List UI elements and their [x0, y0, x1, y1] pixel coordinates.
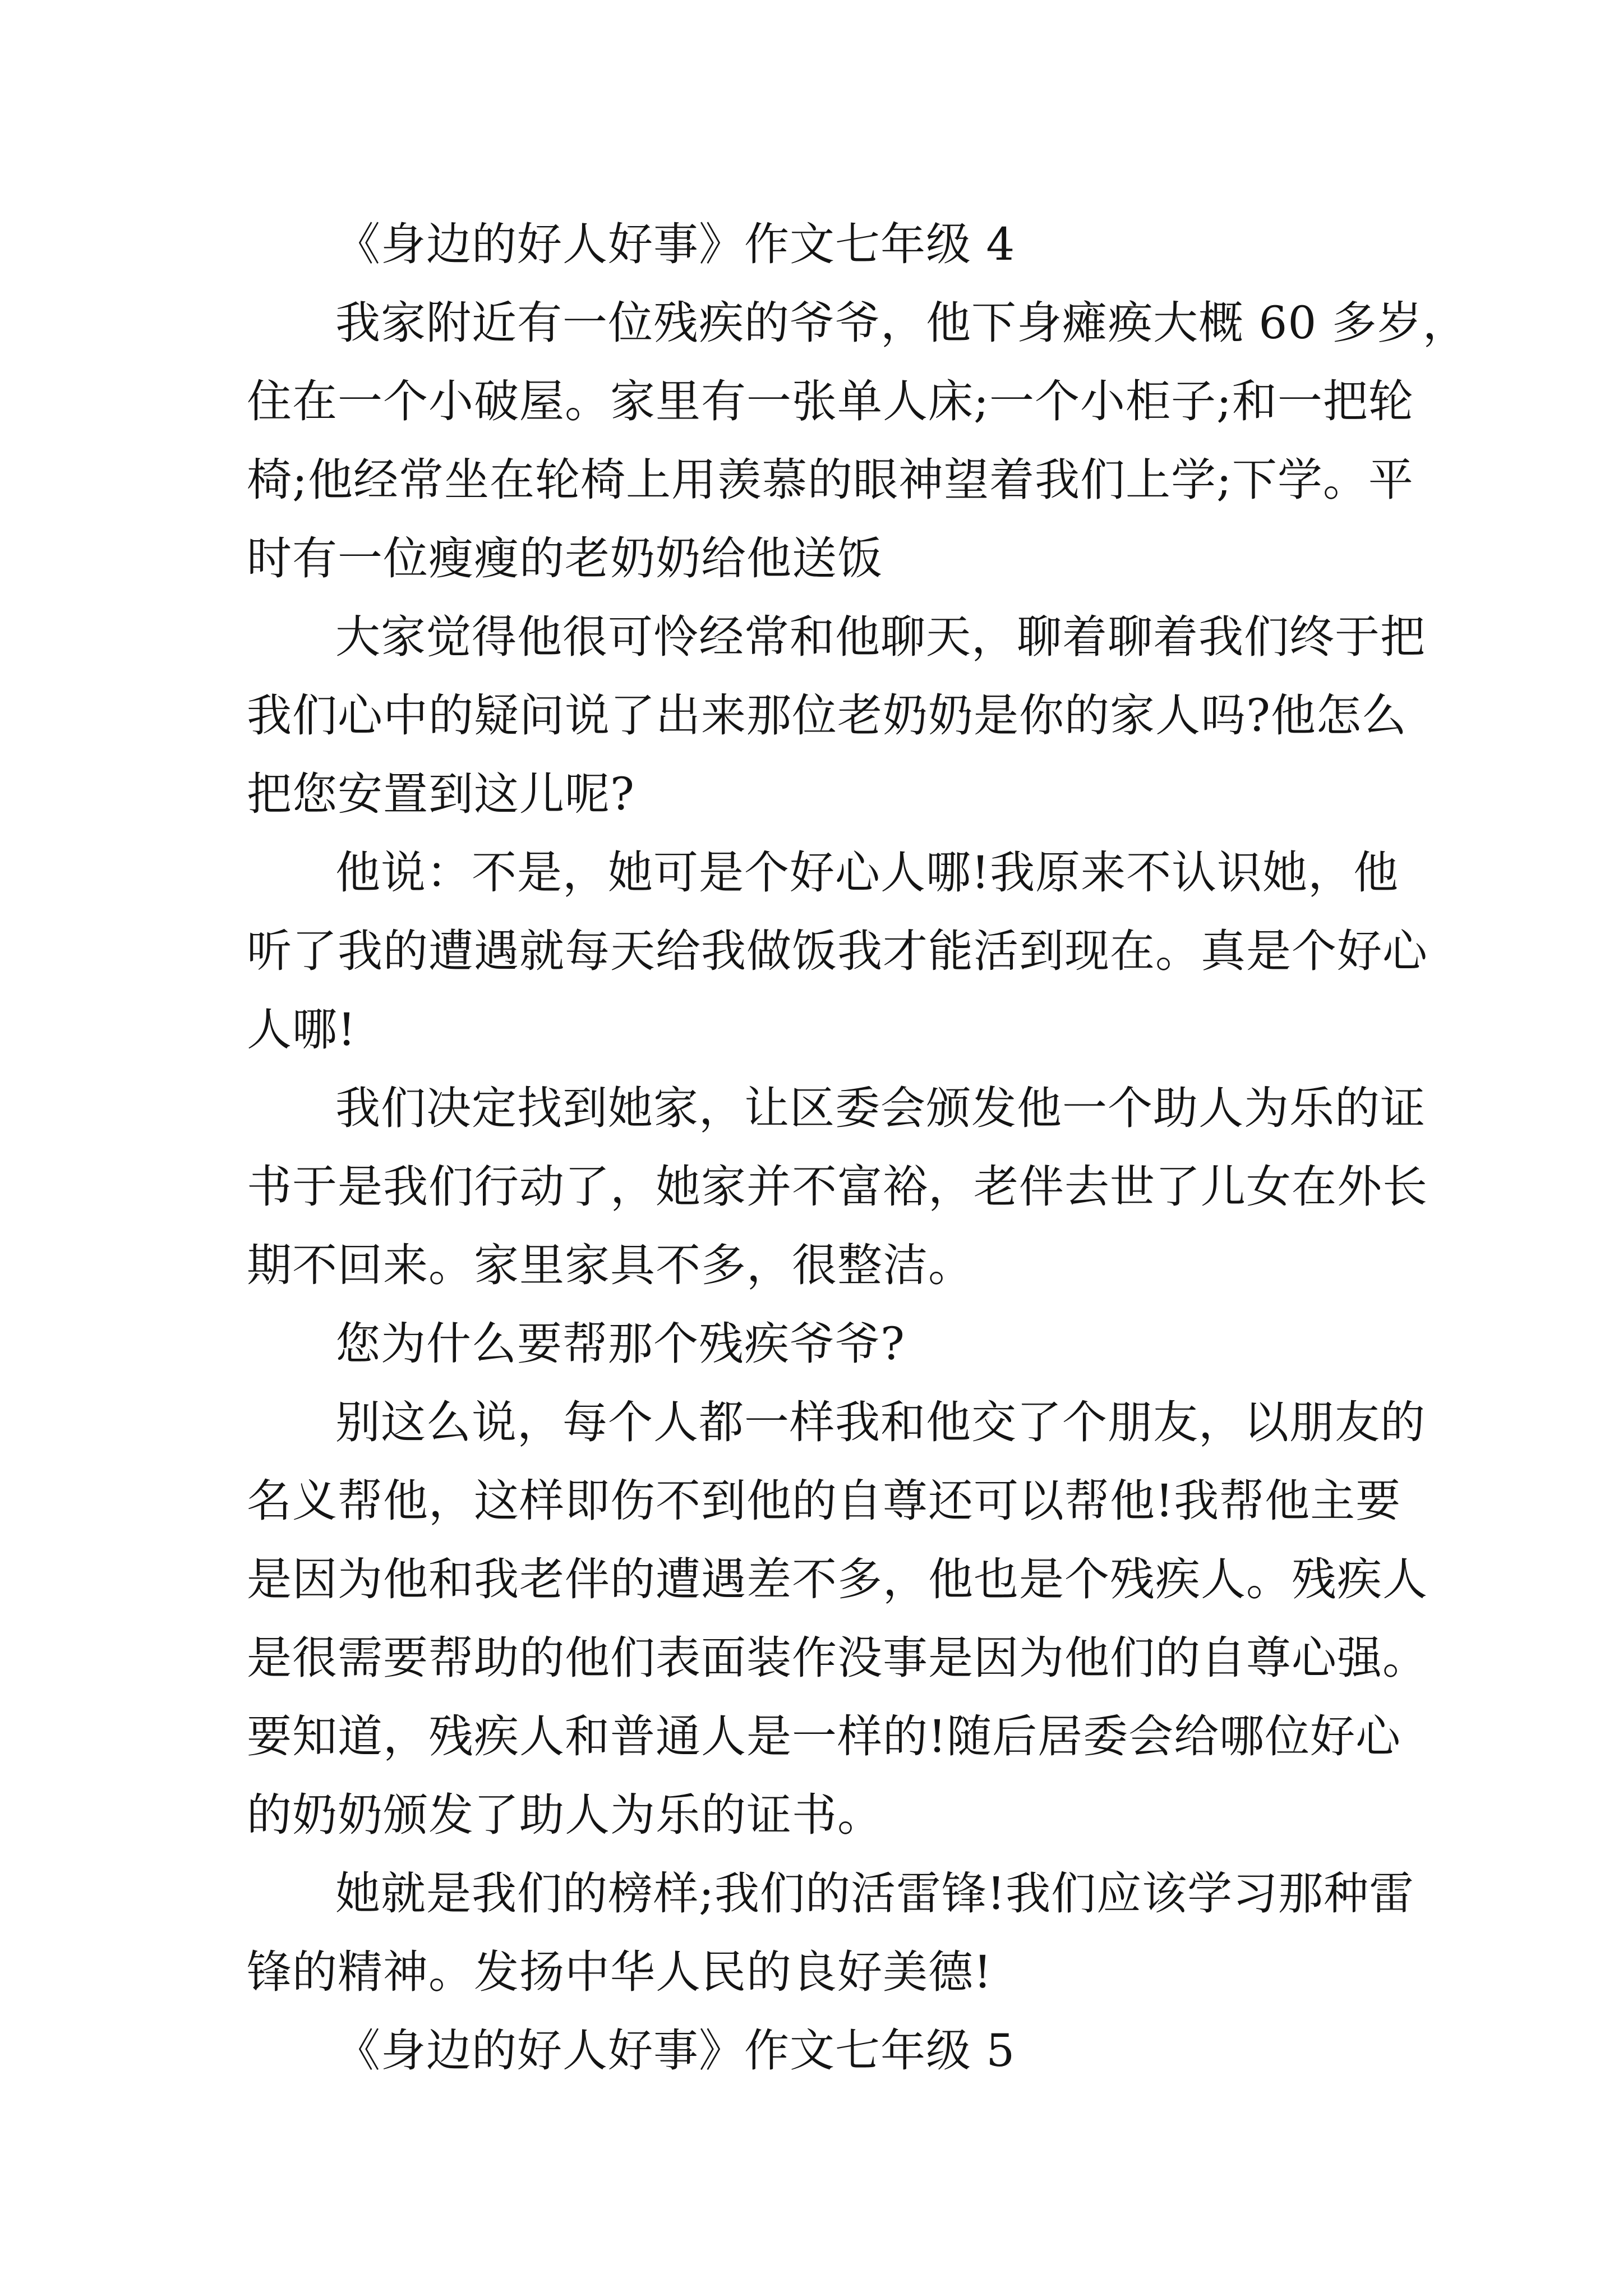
paragraph-2-line-3: 把您安置到这儿呢? [247, 768, 635, 820]
paragraph-6-line-5: 要知道，残疾人和普通人是一样的!随后居委会给哪位好心 [247, 1710, 1401, 1763]
paragraph-7-line-2: 锋的精神。发扬中华人民的良好美德! [247, 1946, 993, 1998]
paragraph-5-line-1: 您为什么要帮那个残疾爷爷? [335, 1318, 905, 1370]
paragraph-6-line-3: 是因为他和我老伴的遭遇差不多，他也是个残疾人。残疾人 [247, 1553, 1428, 1605]
paragraph-4-line-3: 期不回来。家里家具不多，很整洁。 [247, 1239, 974, 1291]
paragraph-3-line-3: 人哪! [247, 1004, 357, 1056]
paragraph-4-line-2: 书于是我们行动了，她家并不富裕，老伴去世了儿女在外长 [247, 1161, 1428, 1213]
heading-essay-4: 《身边的好人好事》作文七年级 4 [335, 218, 1016, 270]
paragraph-1-line-1: 我家附近有一位残疾的爷爷，他下身瘫痪大概 60 多岁， [335, 297, 1468, 349]
paragraph-6-line-4: 是很需要帮助的他们表面装作没事是因为他们的自尊心强。 [247, 1632, 1428, 1684]
paragraph-6-line-2: 名义帮他，这样即伤不到他的自尊还可以帮他!我帮他主要 [247, 1475, 1401, 1527]
paragraph-1-line-4: 时有一位瘦瘦的老奶奶给他送饭 [247, 532, 883, 585]
paragraph-6-line-6: 的奶奶颁发了助人为乐的证书。 [247, 1789, 883, 1841]
paragraph-3-line-2: 听了我的遭遇就每天给我做饭我才能活到现在。真是个好心 [247, 925, 1428, 977]
paragraph-3-line-1: 他说：不是，她可是个好心人哪!我原来不认识她，他 [335, 846, 1399, 899]
paragraph-1-line-3: 椅;他经常坐在轮椅上用羡慕的眼神望着我们上学;下学。平 [247, 454, 1414, 506]
paragraph-1-line-2: 住在一个小破屋。家里有一张单人床;一个小柜子;和一把轮 [247, 375, 1414, 427]
heading-essay-5: 《身边的好人好事》作文七年级 5 [335, 2024, 1016, 2077]
paragraph-6-line-1: 别这么说，每个人都一样我和他交了个朋友，以朋友的 [335, 1396, 1426, 1448]
paragraph-7-line-1: 她就是我们的榜样;我们的活雷锋!我们应该学习那种雷 [335, 1867, 1415, 1920]
paragraph-2-line-2: 我们心中的疑问说了出来那位老奶奶是你的家人吗?他怎么 [247, 689, 1407, 742]
paragraph-4-line-1: 我们决定找到她家，让区委会颁发他一个助人为乐的证 [335, 1082, 1426, 1134]
paragraph-2-line-1: 大家觉得他很可怜经常和他聊天，聊着聊着我们终于把 [335, 611, 1426, 663]
